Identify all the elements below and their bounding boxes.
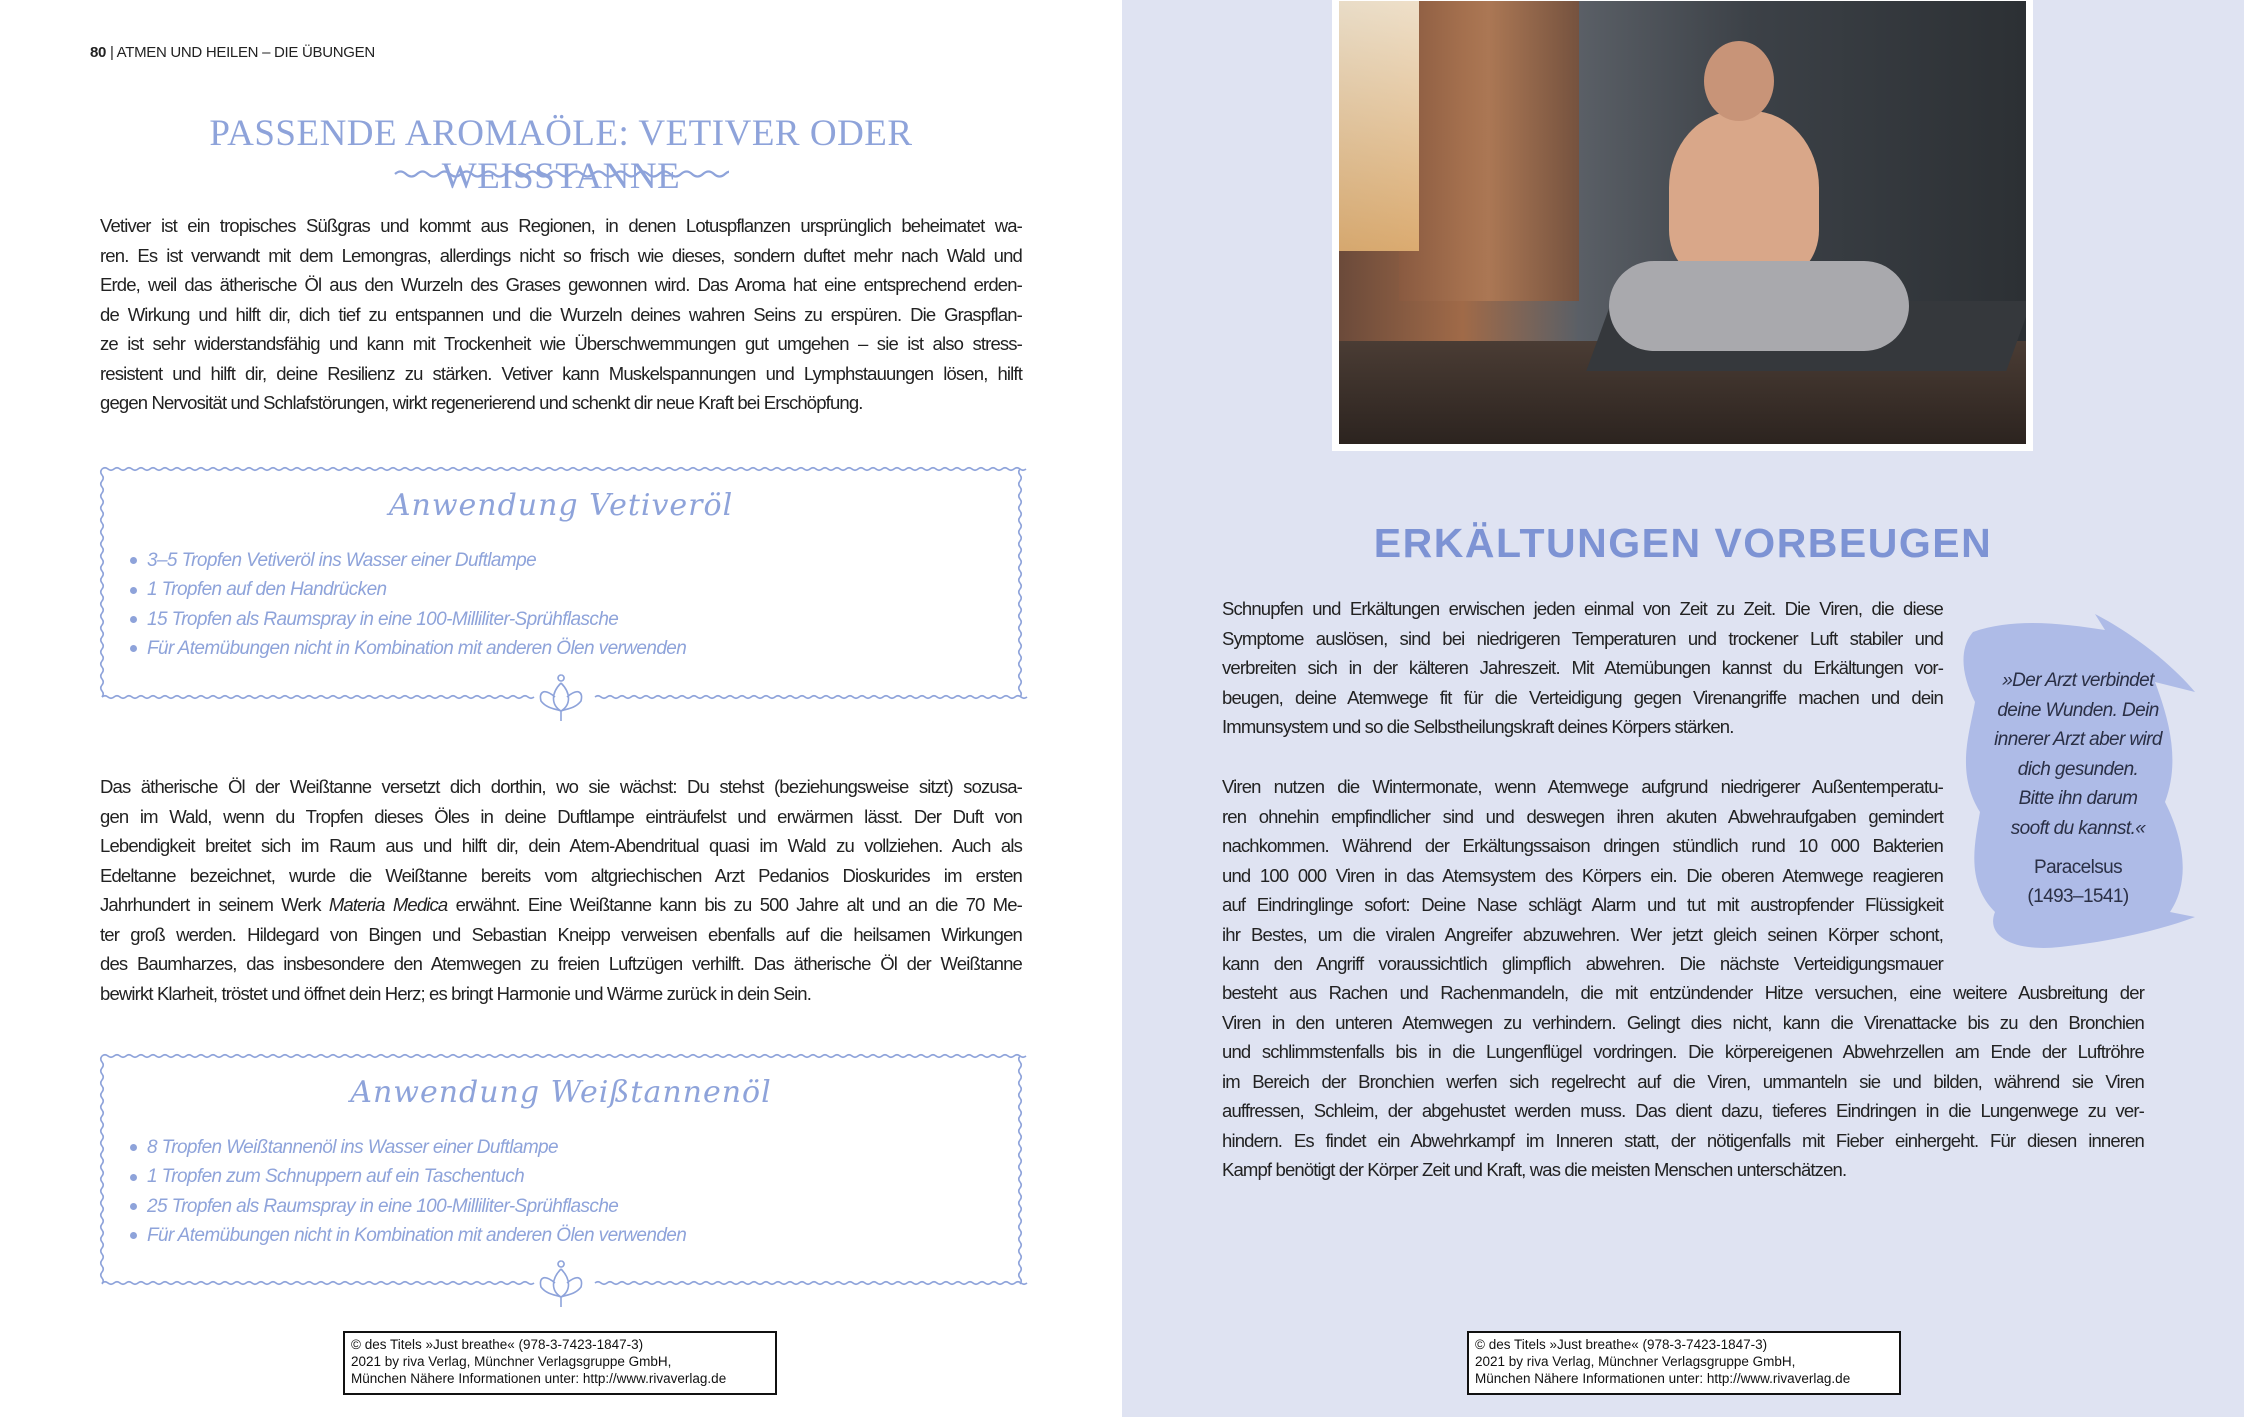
person-head [1704,41,1774,121]
vetiver-box-bottom-border [595,696,1027,699]
text-line: verbreiten sich in der kälteren Jahreszeit. Mit Atemübungen kannst du Erkältungen vor- [1222,657,1943,678]
copyright-line: © des Titels »Just breathe« (978-3-7423-1847-3) [351,1337,644,1352]
bullet-icon [130,587,137,594]
bullet-icon [130,557,137,564]
text-line: resistent und hilft dir, deine Resilienz zu stärken. Vetiver kann Muskelspannungen und Lymphstauungen lösen, hilft [100,362,1022,384]
text-line: Erde, weil das ätherische Öl aus den Wurzeln des Grases gewonnen wird. Das Aroma hat eine entsprechend erden- [100,274,1022,295]
box-title-vetiver: Anwendung Vetiveröl [388,488,734,523]
text-line: ihr Bestes, um die viralen Angreifer abzuwehren. Wer jetzt gleich seinen Körper schont, [1222,923,1943,945]
bullet-icon [130,1203,137,1210]
text-line: Schnupfen und Erkältungen erwischen jeden einmal von Zeit zu Zeit. Die Viren, die diese [1222,598,1943,619]
vetiver-box-bottom-border [102,696,534,699]
bullet-icon [130,616,137,623]
text-line: besteht aus Rachen und Rachenmandeln, die mit entzündender Hitze versuchen, eine weitere Ausbreitung der [1222,982,2144,1003]
text-line: kann den Angriff voraussichtlich glimpflich abwehren. Die nächste Verteidigungsmauer [1222,953,1943,974]
bullet-icon [130,645,137,652]
text-line: ze ist sehr widerstandsfähig und kann mit Trockenheit wie Überschwemmungen gut umgehen – sie ist also stress- [100,333,1022,354]
usage-item-text: 1 Tropfen auf den Handrücken [147,579,387,601]
text-line: ter groß werden. Hildegard von Bingen und Sebastian Kneipp verweisen ebenfalls auf die heilsamen Wirkungen [100,923,1022,945]
text-line: hindern. Es findet ein Abwehrkampf im Inneren statt, der nötigenfalls mit Fieber einhergeht. Für diesen inneren [1222,1129,2144,1151]
quote-line: deine Wunden. Dein [1997,699,2159,721]
text-line: beugen, deine Atemwege fit für die Verteidigung gegen Virenangriffe machen und dein [1222,686,1943,708]
usage-item-text: 15 Tropfen als Raumspray in eine 100-Milliliter-Sprühflasche [147,608,619,630]
text-line: Lebendigkeit breitet sich im Raum aus und hilft dir, dein Atem-Abendritual quasi im Wald zu vollziehen. Auch als [100,835,1022,856]
quote-author-years: (1493–1541) [2027,886,2129,907]
usage-item-text: 25 Tropfen als Raumspray in eine 100-Milliliter-Sprühflasche [147,1195,619,1217]
vetiver-box-top-border [102,468,1026,471]
book-title: Materia Medica [328,894,448,915]
text-line: Jahrhundert in seinem Werk Materia Medica erwähnt. Eine Weißtanne kann bis zu 500 Jahre alt und an die 70 Me- [100,894,1022,915]
running-header: 80 | ATMEN UND HEILEN – DIE ÜBUNGEN [90,44,375,61]
usage-item [130,609,618,631]
text-line: und schlimmstenfalls bis in die Lungenflügel vordringen. Die körpereigenen Abwehrzellen am Ende der Luftröhre [1222,1041,2144,1062]
weisstanne-box-bottom-border [102,1282,534,1285]
copyright-line: München Nähere Informationen unter: http://www.rivaverlag.de [351,1371,727,1386]
usage-item-text: Für Atemübungen nicht in Kombination mit anderen Ölen verwenden [147,1224,687,1246]
usage-item [130,1196,618,1218]
text-line: im Bereich der Bronchien werfen sich regelrecht auf die Viren, ummanteln sie und bilden, während sie Viren [1222,1070,2144,1092]
quote-line: sooft du kannst.« [2010,817,2146,839]
usage-item-text: 1 Tropfen zum Schnuppern auf ein Taschentuch [147,1166,525,1188]
usage-item [130,1137,558,1159]
section-title: ATMEN UND HEILEN – DIE ÜBUNGEN [116,44,375,61]
window-light [1339,1,1419,251]
usage-item [130,579,387,601]
text-line: auffressen, Schleim, der abgehustet werden muss. Das dient dazu, tieferes Eindringen in die Lungenwege zu ver- [1222,1100,2144,1121]
copyright-line: 2021 by riva Verlag, Münchner Verlagsgruppe GmbH, [351,1354,672,1369]
text-line: Viren in den unteren Atemwegen zu verhindern. Gelingt dies nicht, kann die Virenattacke bis zu den Bronchien [1222,1011,2144,1033]
copyright-notice-left [343,1331,777,1395]
text-line: Edeltanne bezeichnet, wurde die Weißtanne bereits vom altgriechischen Arzt Pedanios Dioskurides im ersten [100,864,1022,886]
text-line: bewirkt Klarheit, tröstet und öffnet dein Herz; es bringt Harmonie und Wärme zurück in dein Sein. [100,982,812,1004]
usage-item-text: 8 Tropfen Weißtannenöl ins Wasser einer Duftlampe [147,1137,558,1158]
text-line: gen im Wald, wenn du Tropfen dieses Öles in deine Duftlampe einträufelst und erwärmen lässt. Der Duft von [100,805,1022,827]
text-line: ren ohnehin empfindlicher sind und deswegen ihren akuten Abwehraufgaben gemindert [1222,805,1943,827]
text-line: Das ätherische Öl der Weißtanne versetzt dich dorthin, wo sie wächst: Du stehst (beziehungsweise sitzt) sozusa- [100,776,1022,797]
text-line: auf Eindringlinge sofort: Deine Nase schlägt Alarm und tut mit austropfender Flüssigkeit [1222,894,1943,915]
quote-line: dich gesunden. [2017,758,2139,780]
page-number: 80 [90,44,107,61]
bullet-icon [130,1144,137,1151]
text-line: und 100 000 Viren in das Atemsystem des Körpers ein. Die oberen Atemwege reagieren [1222,864,1943,886]
copyright-notice-right [1467,1331,1901,1395]
section-heading: ERKÄLTUNGEN VORBEUGEN [1373,520,1993,566]
text-line: Immunsystem und so die Selbstheilungskraft deines Körpers stärken. [1222,716,1734,737]
person-torso [1669,111,1819,281]
text-line: gegen Nervosität und Schlafstörungen, wirkt regenerierend und schenkt dir neue Kraft bei Erschöpfung. [100,392,863,413]
text-line: Vetiver ist ein tropisches Süßgras und kommt aus Regionen, in denen Lotuspflanzen ursprünglich beheimatet wa- [100,215,1022,236]
usage-item-text: Für Atemübungen nicht in Kombination mit anderen Ölen verwenden [147,637,687,659]
person-legs [1609,261,1909,351]
text-line: Viren nutzen die Wintermonate, wenn Atemwege aufgrund niedrigerer Außentemperatu- [1222,776,1943,797]
bullet-icon [130,1232,137,1239]
yoga-photo [1332,0,2033,451]
copyright-line: © des Titels »Just breathe« (978-3-7423-1847-3) [1475,1337,1768,1352]
box-title-weisstanne: Anwendung Weißtannenöl [350,1075,772,1110]
lotus-icon [541,1261,582,1307]
text-line: ren. Es ist verwandt mit dem Lemongras, allerdings nicht so frisch wie dieses, sondern duftet mehr nach Wald und [100,244,1022,266]
copyright-line: München Nähere Informationen unter: http://www.rivaverlag.de [1475,1371,1851,1386]
quote-author: Paracelsus [2034,857,2122,878]
weisstanne-box-top-border [102,1055,1026,1058]
text-line: des Baumharzes, das insbesondere den Atemwegen zu freien Luftzügen verhilft. Das ätherische Öl der Weißtanne [100,953,1022,974]
usage-item [130,1166,524,1188]
text-line: nachkommen. Während der Erkältungssaison dringen stündlich rund 10 000 Bakterien [1222,835,1943,856]
page-title: PASSENDE AROMAÖLE: VETIVER ODER WEISSTANNE [209,113,913,197]
text-line: de Wirkung und hilft dir, dich tief zu entspannen und die Wurzeln deines wahren Seins zu erspüren. Die Graspflan- [100,303,1022,325]
bullet-icon [130,1174,137,1181]
text-line: Symptome auslösen, sind bei niedrigeren Temperaturen und trockener Luft stabiler und [1222,627,1943,649]
usage-item [130,638,686,660]
usage-item [130,1225,686,1247]
lotus-icon [541,675,582,721]
text-line: Kampf benötigt der Körper Zeit und Kraft, was die meisten Menschen unterschätzen. [1222,1159,1847,1180]
brick-column [1399,1,1579,301]
usage-item [130,550,536,572]
quote-line: Bitte ihn darum [2018,788,2138,809]
quote-line: »Der Arzt verbindet [2002,670,2154,691]
quote-line: innerer Arzt aber wird [1994,729,2162,750]
usage-item-text: 3–5 Tropfen Vetiveröl ins Wasser einer Duftlampe [147,550,537,571]
copyright-line: 2021 by riva Verlag, Münchner Verlagsgruppe GmbH, [1475,1354,1796,1369]
weisstanne-box-bottom-border [595,1282,1027,1285]
